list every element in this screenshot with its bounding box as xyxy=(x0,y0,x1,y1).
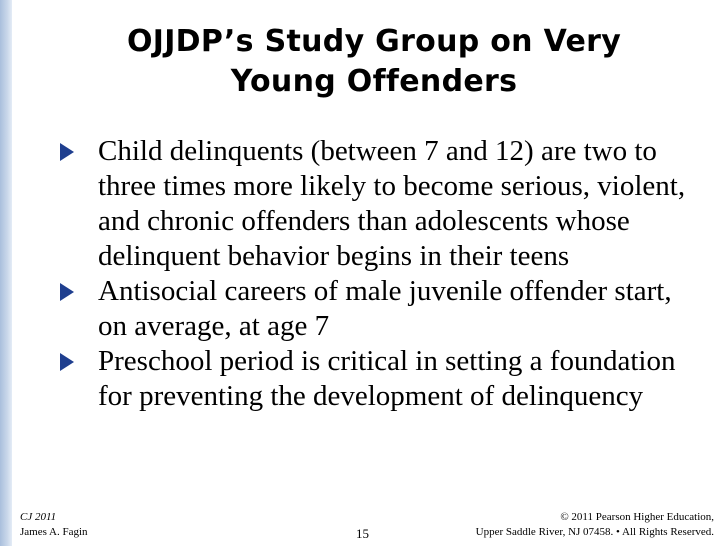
slide-title xyxy=(40,22,708,102)
copyright-line-2: Upper Saddle River, NJ 07458. • All Rights Reserved. xyxy=(475,526,714,538)
bullet-item xyxy=(56,274,696,344)
left-accent-bar xyxy=(0,0,12,546)
bullet-item xyxy=(56,134,696,274)
page-number: 15 xyxy=(356,526,369,541)
slide-title-line-2: Young Offenders xyxy=(230,64,518,99)
triangle-bullet-icon xyxy=(60,353,74,371)
slide-title-line-1: OJJDP’s Study Group on Very xyxy=(126,24,622,59)
bullet-text: Preschool period is critical in setting a foundation for preventing the development of delinquency xyxy=(98,345,676,412)
author-name: James A. Fagin xyxy=(20,526,88,538)
bullet-list xyxy=(56,134,696,414)
course-code: CJ 2011 xyxy=(20,511,57,523)
bullet-text: Child delinquents (between 7 and 12) are two to three times more likely to become serious, violent, and chronic offenders than adolescents whose delinquent behavior begins in their teens xyxy=(98,135,686,272)
copyright-notice xyxy=(476,510,714,540)
triangle-bullet-icon xyxy=(60,143,74,161)
copyright-line-1: © 2011 Pearson Higher Education, xyxy=(560,511,714,523)
footer-course-info xyxy=(20,510,88,540)
bullet-text: Antisocial careers of male juvenile offender start, on average, at age 7 xyxy=(98,275,672,342)
bullet-item xyxy=(56,344,696,414)
triangle-bullet-icon xyxy=(60,283,74,301)
